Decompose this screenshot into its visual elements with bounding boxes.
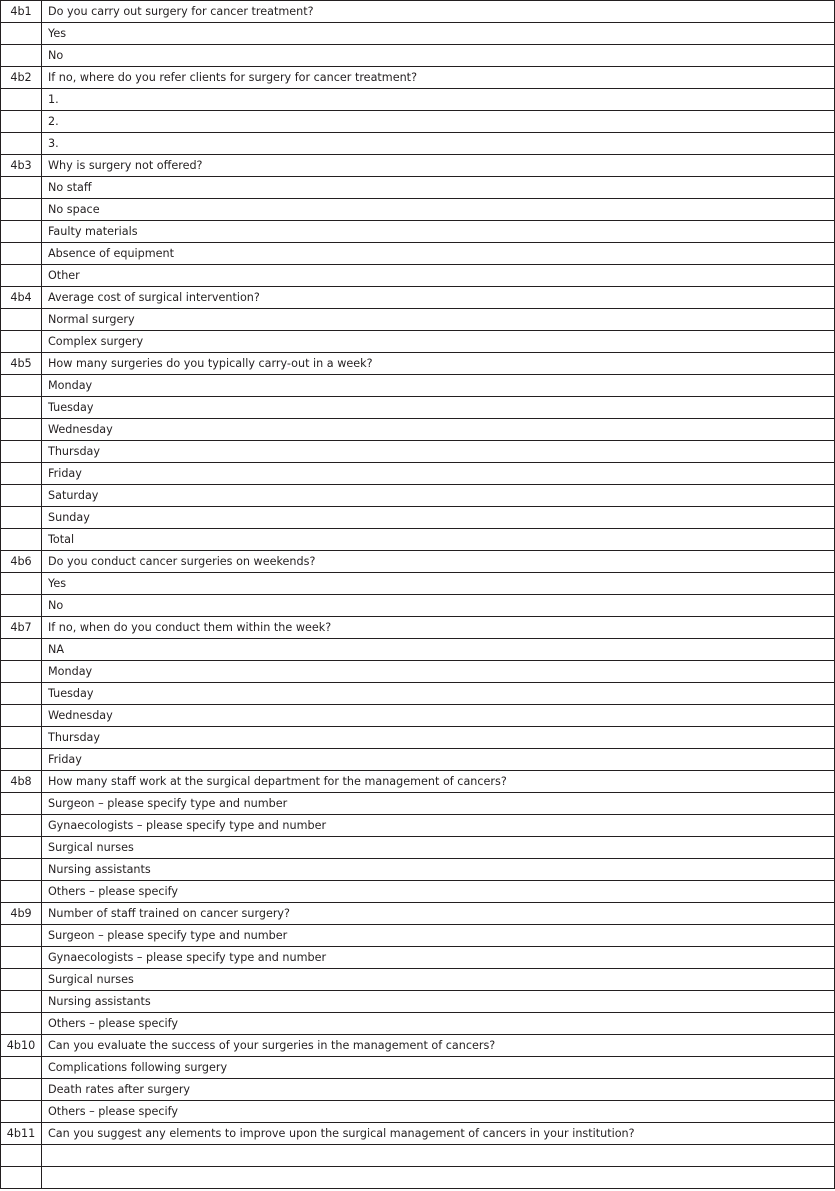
- question-text: Do you conduct cancer surgeries on weekends?: [42, 551, 835, 573]
- question-row: [1, 903, 835, 925]
- question-code: [1, 89, 42, 111]
- question-code: 4b3: [1, 155, 42, 177]
- option-row: [1, 749, 835, 771]
- question-code: [1, 1145, 42, 1167]
- answer-option: Tuesday: [42, 683, 835, 705]
- option-row: [1, 683, 835, 705]
- question-row: [1, 287, 835, 309]
- option-row: [1, 595, 835, 617]
- questionnaire-body: [1, 1, 835, 1189]
- question-text: Average cost of surgical intervention?: [42, 287, 835, 309]
- question-code: [1, 1101, 42, 1123]
- answer-option: Others – please specify: [42, 881, 835, 903]
- question-row: [1, 617, 835, 639]
- answer-option: Saturday: [42, 485, 835, 507]
- question-code: [1, 639, 42, 661]
- answer-option: Absence of equipment: [42, 243, 835, 265]
- question-code: [1, 133, 42, 155]
- question-code: [1, 705, 42, 727]
- option-row: [1, 177, 835, 199]
- question-code: [1, 661, 42, 683]
- option-row: [1, 133, 835, 155]
- question-code: [1, 793, 42, 815]
- question-row: [1, 1, 835, 23]
- option-row: [1, 837, 835, 859]
- answer-option: [42, 1167, 835, 1189]
- question-text: Can you suggest any elements to improve upon the surgical management of cancers in your institution?: [42, 1123, 835, 1145]
- option-row: [1, 661, 835, 683]
- question-code: 4b5: [1, 353, 42, 375]
- option-row: [1, 45, 835, 67]
- answer-option: Monday: [42, 661, 835, 683]
- answer-option: Monday: [42, 375, 835, 397]
- answer-option: Yes: [42, 23, 835, 45]
- answer-option: Thursday: [42, 441, 835, 463]
- answer-option: 2.: [42, 111, 835, 133]
- answer-option: Nursing assistants: [42, 991, 835, 1013]
- option-row: [1, 111, 835, 133]
- answer-option: Normal surgery: [42, 309, 835, 331]
- question-code: [1, 727, 42, 749]
- option-row: [1, 1079, 835, 1101]
- option-row: [1, 397, 835, 419]
- question-text: If no, when do you conduct them within the week?: [42, 617, 835, 639]
- answer-option: Complex surgery: [42, 331, 835, 353]
- question-code: [1, 815, 42, 837]
- option-row: [1, 639, 835, 661]
- question-row: [1, 771, 835, 793]
- answer-option: Nursing assistants: [42, 859, 835, 881]
- question-text: If no, where do you refer clients for surgery for cancer treatment?: [42, 67, 835, 89]
- question-code: [1, 485, 42, 507]
- answer-option: Complications following surgery: [42, 1057, 835, 1079]
- question-code: [1, 309, 42, 331]
- question-code: [1, 441, 42, 463]
- option-row: [1, 507, 835, 529]
- option-row: [1, 705, 835, 727]
- question-row: [1, 353, 835, 375]
- question-text: Why is surgery not offered?: [42, 155, 835, 177]
- answer-option: Yes: [42, 573, 835, 595]
- question-text: How many staff work at the surgical department for the management of cancers?: [42, 771, 835, 793]
- answer-option: Surgeon – please specify type and number: [42, 793, 835, 815]
- option-row: [1, 573, 835, 595]
- question-code: [1, 507, 42, 529]
- question-code: [1, 595, 42, 617]
- option-row: [1, 1057, 835, 1079]
- question-code: [1, 243, 42, 265]
- question-code: [1, 837, 42, 859]
- question-code: [1, 463, 42, 485]
- question-code: [1, 111, 42, 133]
- question-row: [1, 155, 835, 177]
- question-code: [1, 969, 42, 991]
- answer-option: Wednesday: [42, 705, 835, 727]
- option-row: [1, 815, 835, 837]
- question-code: [1, 925, 42, 947]
- question-code: [1, 375, 42, 397]
- question-code: [1, 1057, 42, 1079]
- option-row: [1, 793, 835, 815]
- question-code: [1, 749, 42, 771]
- question-code: [1, 573, 42, 595]
- option-row: [1, 419, 835, 441]
- option-row: [1, 331, 835, 353]
- question-code: [1, 859, 42, 881]
- answer-option: Surgical nurses: [42, 837, 835, 859]
- question-code: 4b1: [1, 1, 42, 23]
- option-row: [1, 881, 835, 903]
- question-code: [1, 45, 42, 67]
- answer-option: Wednesday: [42, 419, 835, 441]
- question-code: [1, 881, 42, 903]
- question-code: [1, 221, 42, 243]
- question-text: How many surgeries do you typically carry-out in a week?: [42, 353, 835, 375]
- option-row: [1, 947, 835, 969]
- question-code: [1, 419, 42, 441]
- option-row: [1, 529, 835, 551]
- option-row: [1, 463, 835, 485]
- answer-option: Others – please specify: [42, 1101, 835, 1123]
- answer-option: [42, 1145, 835, 1167]
- answer-option: Others – please specify: [42, 1013, 835, 1035]
- question-text: Number of staff trained on cancer surgery?: [42, 903, 835, 925]
- option-row: [1, 221, 835, 243]
- answer-option: No: [42, 595, 835, 617]
- option-row: [1, 991, 835, 1013]
- answer-option: Other: [42, 265, 835, 287]
- question-code: 4b4: [1, 287, 42, 309]
- question-code: [1, 991, 42, 1013]
- question-code: [1, 683, 42, 705]
- option-row: [1, 485, 835, 507]
- option-row: [1, 441, 835, 463]
- question-code: [1, 23, 42, 45]
- question-row: [1, 1035, 835, 1057]
- question-code: 4b8: [1, 771, 42, 793]
- question-code: [1, 1167, 42, 1189]
- question-code: [1, 265, 42, 287]
- answer-option: Surgical nurses: [42, 969, 835, 991]
- question-code: [1, 199, 42, 221]
- answer-option: Gynaecologists – please specify type and number: [42, 947, 835, 969]
- option-row: [1, 1013, 835, 1035]
- answer-option: Surgeon – please specify type and number: [42, 925, 835, 947]
- question-code: [1, 1013, 42, 1035]
- option-row: [1, 1145, 835, 1167]
- question-code: [1, 947, 42, 969]
- option-row: [1, 309, 835, 331]
- answer-option: Tuesday: [42, 397, 835, 419]
- answer-option: Death rates after surgery: [42, 1079, 835, 1101]
- option-row: [1, 727, 835, 749]
- question-code: [1, 177, 42, 199]
- question-code: 4b6: [1, 551, 42, 573]
- answer-option: No staff: [42, 177, 835, 199]
- question-row: [1, 1123, 835, 1145]
- option-row: [1, 1167, 835, 1189]
- question-code: 4b9: [1, 903, 42, 925]
- option-row: [1, 859, 835, 881]
- question-code: [1, 397, 42, 419]
- answer-option: Sunday: [42, 507, 835, 529]
- answer-option: Gynaecologists – please specify type and number: [42, 815, 835, 837]
- answer-option: Friday: [42, 749, 835, 771]
- question-code: 4b11: [1, 1123, 42, 1145]
- question-text: Can you evaluate the success of your surgeries in the management of cancers?: [42, 1035, 835, 1057]
- option-row: [1, 23, 835, 45]
- question-code: [1, 529, 42, 551]
- option-row: [1, 89, 835, 111]
- option-row: [1, 925, 835, 947]
- question-text: Do you carry out surgery for cancer treatment?: [42, 1, 835, 23]
- question-row: [1, 551, 835, 573]
- question-code: 4b2: [1, 67, 42, 89]
- question-code: [1, 331, 42, 353]
- option-row: [1, 1101, 835, 1123]
- answer-option: Friday: [42, 463, 835, 485]
- option-row: [1, 265, 835, 287]
- question-code: [1, 1079, 42, 1101]
- answer-option: NA: [42, 639, 835, 661]
- option-row: [1, 243, 835, 265]
- question-code: 4b7: [1, 617, 42, 639]
- answer-option: 1.: [42, 89, 835, 111]
- answer-option: Total: [42, 529, 835, 551]
- answer-option: No: [42, 45, 835, 67]
- option-row: [1, 375, 835, 397]
- question-code: 4b10: [1, 1035, 42, 1057]
- option-row: [1, 969, 835, 991]
- answer-option: Thursday: [42, 727, 835, 749]
- answer-option: Faulty materials: [42, 221, 835, 243]
- answer-option: 3.: [42, 133, 835, 155]
- question-row: [1, 67, 835, 89]
- option-row: [1, 199, 835, 221]
- answer-option: No space: [42, 199, 835, 221]
